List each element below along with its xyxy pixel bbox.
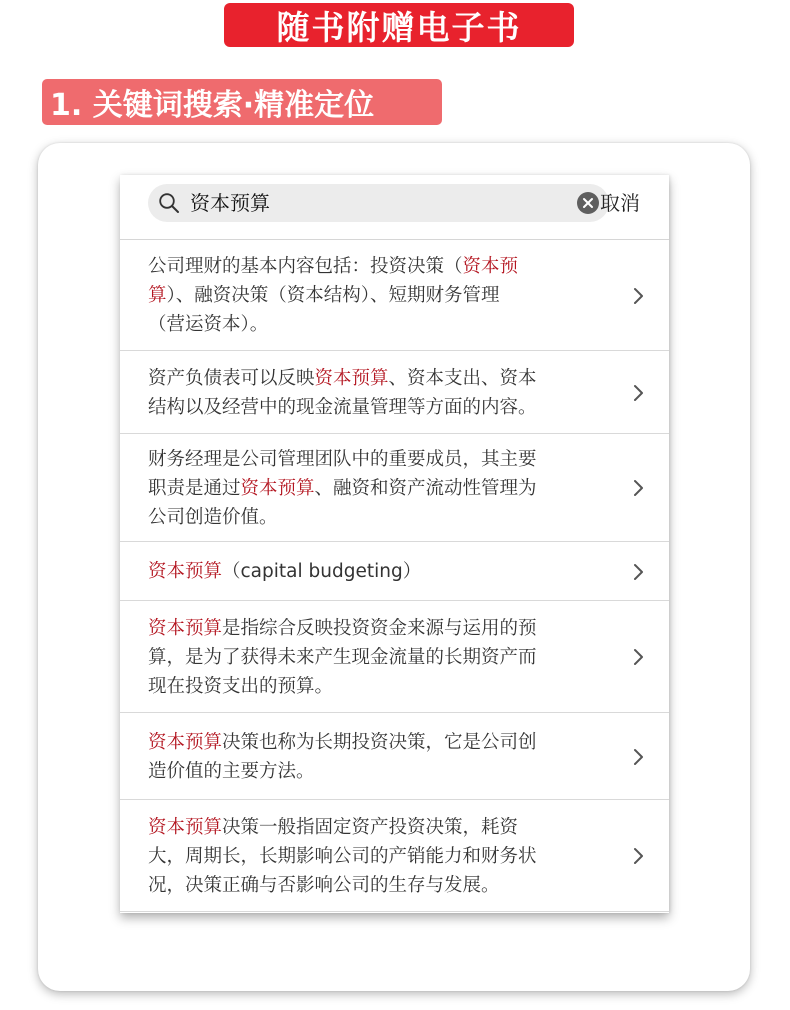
keyword-highlight: 资本预算 [148, 618, 223, 639]
result-snippet: 是指综合反映投资资金来源与运用的预 [222, 618, 537, 639]
section-heading: 1. 关键词搜索·精准定位 [42, 79, 442, 125]
keyword-highlight: 资本预算 [314, 368, 389, 389]
result-item[interactable] [120, 434, 669, 542]
result-text [148, 445, 614, 532]
result-line [148, 557, 614, 586]
result-snippet: 算，是为了获得未来产生现金流量的长期资产而 [148, 647, 537, 668]
result-snippet: 、资本支出、资本 [388, 368, 537, 389]
result-line [148, 364, 614, 393]
result-item[interactable] [120, 542, 669, 601]
result-snippet: （营运资本）。 [148, 314, 269, 335]
result-snippet: 结构以及经营中的现金流量管理等方面的内容。 [148, 397, 537, 418]
search-input[interactable] [148, 184, 609, 222]
result-line [148, 310, 614, 339]
result-line [148, 503, 614, 532]
keyword-highlight: 资本预算 [148, 561, 223, 582]
result-snippet: 大，周期长，长期影响公司的产销能力和财务状 [148, 846, 537, 867]
result-text [148, 364, 614, 422]
phone-screen [120, 175, 669, 913]
result-snippet: 况，决策正确与否影响公司的生存与发展。 [148, 875, 500, 896]
chevron-right-icon [632, 478, 646, 498]
result-line [148, 672, 614, 701]
chevron-right-icon [632, 647, 646, 667]
result-item[interactable] [120, 351, 669, 434]
result-line [148, 393, 614, 422]
keyword-highlight: 资本预 [462, 256, 519, 277]
search-icon [158, 192, 180, 214]
search-query: 资本预算 [190, 191, 270, 215]
result-line [148, 252, 614, 281]
result-snippet: 、融资和资产流动性管理为 [314, 478, 537, 499]
result-snippet: 职责是通过 [148, 478, 241, 499]
chevron-right-icon [632, 562, 646, 582]
page-title: 随书附赠电子书 [224, 3, 574, 47]
result-line [148, 281, 614, 310]
result-text [148, 614, 614, 701]
result-text [148, 728, 614, 786]
search-bar [120, 175, 669, 240]
result-text [148, 813, 614, 900]
result-snippet: 资产负债表可以反映 [148, 368, 315, 389]
result-snippet: 公司理财的基本内容包括：投资决策（ [148, 256, 463, 277]
result-item[interactable] [120, 240, 669, 351]
result-text [148, 557, 614, 586]
clear-icon[interactable] [577, 192, 599, 214]
result-line [148, 474, 614, 503]
chevron-right-icon [632, 846, 646, 866]
result-item[interactable] [120, 601, 669, 713]
result-line [148, 813, 614, 842]
result-snippet: 决策一般指固定资产投资决策，耗资 [222, 817, 519, 838]
chevron-right-icon [632, 747, 646, 767]
result-line [148, 614, 614, 643]
result-snippet: 决策也称为长期投资决策，它是公司创 [222, 732, 537, 753]
result-snippet: 造价值的主要方法。 [148, 761, 315, 782]
result-snippet: 公司创造价值。 [148, 507, 278, 528]
keyword-highlight: 资本预算 [240, 478, 315, 499]
keyword-highlight: 资本预算 [148, 732, 223, 753]
result-line [148, 871, 614, 900]
result-line [148, 757, 614, 786]
cancel-button[interactable]: 取消 [600, 191, 640, 215]
chevron-right-icon [632, 286, 646, 306]
result-line [148, 445, 614, 474]
result-item[interactable] [120, 800, 669, 912]
result-snippet: 现在投资支出的预算。 [148, 676, 334, 697]
keyword-highlight: 算 [148, 285, 167, 306]
result-snippet: ）、融资决策（资本结构）、短期财务管理 [166, 285, 500, 306]
keyword-highlight: 资本预算 [148, 817, 223, 838]
result-line [148, 728, 614, 757]
result-line [148, 842, 614, 871]
result-snippet: （capital budgeting） [222, 561, 422, 582]
chevron-right-icon [632, 383, 646, 403]
result-line [148, 643, 614, 672]
result-snippet: 财务经理是公司管理团队中的重要成员，其主要 [148, 449, 537, 470]
result-text [148, 252, 614, 339]
result-item[interactable] [120, 713, 669, 800]
